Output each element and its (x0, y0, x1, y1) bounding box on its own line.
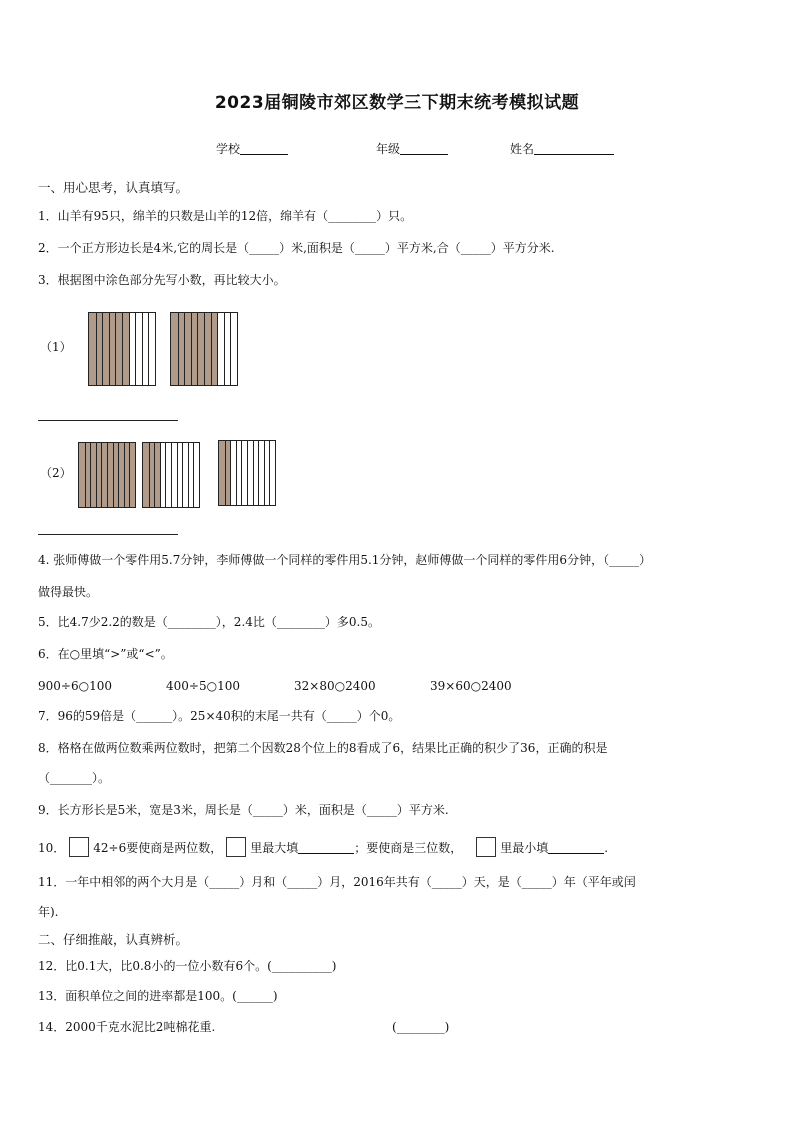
question-8-line-1: 8．格格在做两位数乘两位数时，把第二个因数28个位上的8看成了6，结果比正确的积少了36，正确的积是 (38, 741, 608, 755)
strip-divider (148, 313, 149, 385)
section-2-heading: 二、仔细推敲，认真辨析。 (38, 932, 189, 947)
q10-blank-2[interactable] (548, 841, 604, 854)
question-3: 3．根据图中涂色部分先写小数，再比较大小。 (38, 273, 286, 287)
strip-divider (129, 443, 130, 507)
strip-divider (224, 313, 225, 385)
q6-item-4: 39×60○2400 (430, 679, 512, 693)
q10-box-1[interactable] (69, 837, 89, 857)
grade-field (376, 140, 448, 157)
strip-divider (178, 313, 179, 385)
strip-divider (90, 443, 91, 507)
figure-2-label: （2） (40, 466, 72, 480)
question-14: 14．2000千克水泥比2吨棉花重. (38, 1020, 216, 1034)
strip-divider (241, 441, 242, 505)
strip-divider (122, 313, 123, 385)
strip-divider (236, 441, 237, 505)
q10-part-1: 42÷6要使商是两位数， (93, 841, 223, 855)
grade-blank[interactable] (400, 142, 448, 155)
strip-divider (129, 313, 130, 385)
strip-divider (197, 313, 198, 385)
strip-divider (165, 443, 166, 507)
q10-part-3: ；要使商是三位数， (354, 841, 463, 855)
question-4-line-2: 做得最快。 (38, 585, 99, 599)
question-11-line-2: 年). (38, 905, 59, 919)
strip-divider (118, 443, 119, 507)
question-10 (38, 837, 608, 857)
strip-divider (247, 441, 248, 505)
strip-divider (264, 441, 265, 505)
strip-divider (109, 313, 110, 385)
strip-divider (230, 441, 231, 505)
question-9: 9．长方形长是5米，宽是3米，周长是（_____）米，面积是（_____）平方米. (38, 803, 449, 817)
strip-divider (191, 313, 192, 385)
strip-divider (217, 313, 218, 385)
strip-divider (102, 313, 103, 385)
strip-divider (204, 313, 205, 385)
strip-divider (160, 443, 161, 507)
school-blank[interactable] (240, 142, 288, 155)
strip-divider (115, 313, 116, 385)
strip-divider (96, 443, 97, 507)
q10-blank-1[interactable] (298, 841, 354, 854)
question-1: 1．山羊有95只，绵羊的只数是山羊的12倍，绵羊有（________）只。 (38, 209, 413, 223)
strip-divider (124, 443, 125, 507)
figure-2a (78, 442, 136, 508)
school-field (216, 140, 288, 157)
figure-2c (218, 440, 276, 506)
question-6: 6．在○里填“>”或“<”。 (38, 647, 173, 661)
name-blank[interactable] (534, 142, 614, 155)
strip-divider (184, 313, 185, 385)
strip-divider (85, 443, 86, 507)
strip-divider (211, 313, 212, 385)
figure-1-label: （1） (40, 340, 72, 354)
q10-part-2: 里最大填 (250, 841, 299, 855)
question-14-blank[interactable]: (________) (392, 1020, 450, 1034)
question-7: 7．96的59倍是（______）。25×40积的末尾一共有（_____）个0。 (38, 709, 401, 723)
figure-2b (142, 442, 200, 508)
school-label: 学校 (216, 142, 241, 156)
strip-divider (135, 313, 136, 385)
strip-divider (188, 443, 189, 507)
grade-label: 年级 (376, 142, 401, 156)
name-label: 姓名 (510, 142, 535, 156)
answer-line-1 (38, 420, 178, 421)
strip-divider (182, 443, 183, 507)
question-13: 13．面积单位之间的进率都是100。(______) (38, 989, 278, 1003)
q10-end: . (604, 841, 609, 855)
question-2: 2．一个正方形边长是4米,它的周长是（_____）米,面积是（_____）平方米,合（_____）平方分米. (38, 241, 555, 255)
section-1-heading: 一、用心思考，认真填写。 (38, 180, 189, 195)
strip-divider (171, 443, 172, 507)
strip-divider (193, 443, 194, 507)
strip-divider (113, 443, 114, 507)
strip-divider (230, 313, 231, 385)
page-title: 2023届铜陵市郊区数学三下期末统考模拟试题 (214, 93, 580, 113)
q10-number: 10． (38, 841, 66, 855)
name-field (510, 140, 614, 157)
strip-divider (107, 443, 108, 507)
strip-divider (142, 313, 143, 385)
figure-1b (170, 312, 238, 386)
q10-part-4: 里最小填 (500, 841, 549, 855)
q6-item-2: 400÷5○100 (166, 679, 240, 693)
strip-divider (149, 443, 150, 507)
strip-divider (225, 441, 226, 505)
q6-item-3: 32×80○2400 (294, 679, 376, 693)
question-4-line-1: 4. 张师傅做一个零件用5.7分钟，李师傅做一个同样的零件用5.1分钟，赵师傅做一个同样的零件用6分钟，（_____） (38, 553, 652, 567)
strip-divider (101, 443, 102, 507)
strip-divider (253, 441, 254, 505)
strip-divider (258, 441, 259, 505)
question-5: 5．比4.7少2.2的数是（________），2.4比（________）多0.5。 (38, 615, 380, 629)
strip-divider (154, 443, 155, 507)
answer-line-2 (38, 534, 178, 535)
question-11-line-1: 11．一年中相邻的两个大月是（_____）月和（_____）月，2016年共有（_____）天，是（_____）年（平年或闰 (38, 875, 636, 889)
question-12: 12．比0.1大，比0.8小的一位小数有6个。(__________) (38, 959, 337, 973)
q10-box-3[interactable] (476, 837, 496, 857)
figure-1a (88, 312, 156, 386)
strip-divider (269, 441, 270, 505)
strip-divider (96, 313, 97, 385)
q10-box-2[interactable] (226, 837, 246, 857)
strip-divider (177, 443, 178, 507)
q6-item-1: 900÷6○100 (38, 679, 112, 693)
question-8-line-2: （_______）。 (38, 771, 111, 785)
